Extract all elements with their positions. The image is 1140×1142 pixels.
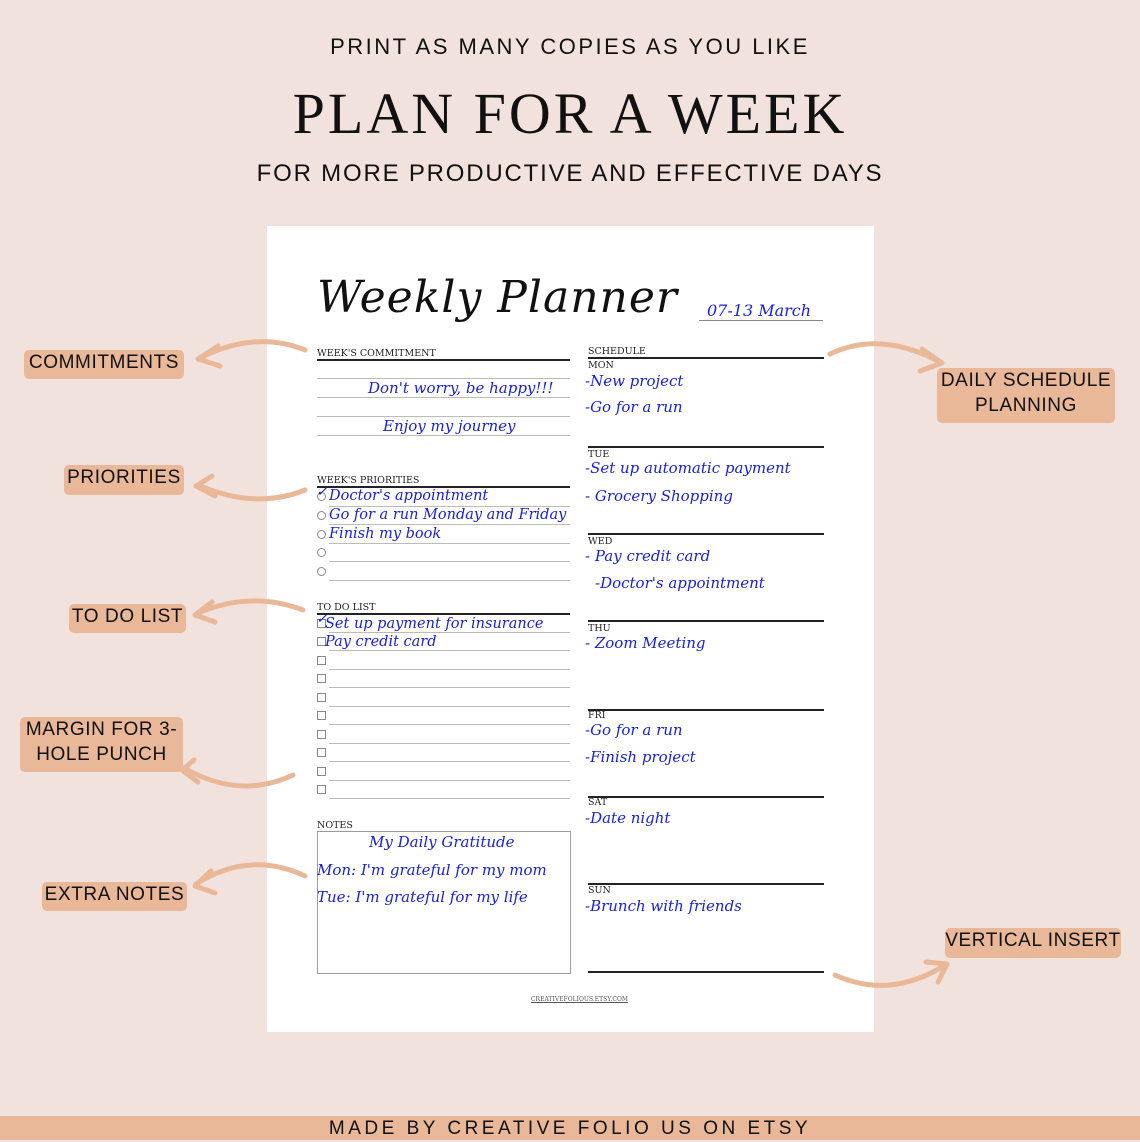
commitment-line-1: Don't worry, be happy!!! bbox=[368, 379, 554, 397]
mon-item-2: -Go for a run bbox=[585, 398, 683, 416]
callout-notes: EXTRA NOTES bbox=[42, 882, 187, 911]
day-label-fri: FRI bbox=[588, 710, 606, 721]
callout-priorities: PRIORITIES bbox=[64, 465, 184, 495]
day-label-thu: THU bbox=[588, 623, 611, 634]
callout-vertical: VERTICAL INSERT bbox=[945, 928, 1121, 958]
wed-item-1: - Pay credit card bbox=[585, 547, 711, 565]
day-label-tue: TUE bbox=[588, 449, 610, 460]
check-mark-icon: ✓ bbox=[316, 611, 328, 627]
day-label-sun: SUN bbox=[588, 885, 611, 896]
tue-item-2: - Grocery Shopping bbox=[585, 487, 733, 505]
planner-title: Weekly Planner bbox=[317, 272, 678, 323]
fri-item-2: -Finish project bbox=[585, 748, 696, 766]
fri-item-1: -Go for a run bbox=[585, 721, 683, 739]
commitment-line-2: Enjoy my journey bbox=[383, 417, 516, 435]
check-mark-icon: ✓ bbox=[316, 484, 328, 500]
callout-margin bbox=[20, 717, 183, 772]
subtitle: FOR MORE PRODUCTIVE AND EFFECTIVE DAYS bbox=[256, 160, 884, 187]
arrow-notes bbox=[196, 865, 305, 884]
website-footer[interactable]: CREATIVEFOLIOUS.ETSY.COM bbox=[530, 996, 629, 1003]
commitment-label: WEEK'S COMMITMENT bbox=[317, 348, 436, 359]
callout-margin-line-2: HOLE PUNCH bbox=[36, 744, 167, 765]
mon-item-1: -New project bbox=[585, 372, 684, 390]
arrow-margin bbox=[184, 768, 293, 786]
priority-item-2: Go for a run Monday and Friday bbox=[329, 507, 567, 523]
schedule-label: SCHEDULE bbox=[588, 346, 646, 357]
footer-bar: MADE BY CREATIVE FOLIO US ON ETSY bbox=[0, 1116, 1140, 1140]
todo-item-1: Set up payment for insurance bbox=[325, 616, 544, 632]
notes-line-1: My Daily Gratitude bbox=[369, 833, 515, 851]
notes-line-3: Tue: I'm grateful for my life bbox=[317, 888, 528, 906]
callout-todo: TO DO LIST bbox=[69, 604, 186, 633]
tue-item-1: -Set up automatic payment bbox=[585, 459, 791, 477]
wed-item-2: -Doctor's appointment bbox=[595, 574, 765, 592]
callout-commitments: COMMITMENTS bbox=[24, 350, 184, 379]
priority-item-3: Finish my book bbox=[329, 526, 442, 542]
sun-item-1: -Brunch with friends bbox=[585, 897, 742, 915]
day-label-wed: WED bbox=[588, 536, 613, 547]
priority-item-1: Doctor's appointment bbox=[329, 488, 489, 504]
notes-line-2: Mon: I'm grateful for my mom bbox=[317, 861, 547, 879]
callout-daily bbox=[937, 368, 1115, 423]
todo-label: TO DO LIST bbox=[317, 602, 376, 613]
notes-label: NOTES bbox=[317, 820, 353, 831]
thu-item-1: - Zoom Meeting bbox=[585, 634, 706, 652]
todo-item-2: Pay credit card bbox=[325, 634, 437, 650]
sat-item-1: -Date night bbox=[585, 809, 671, 827]
day-label-mon: MON bbox=[588, 360, 614, 371]
callout-margin-line-1: MARGIN FOR 3- bbox=[25, 719, 178, 740]
day-label-sat: SAT bbox=[588, 797, 608, 808]
planner-date: 07-13 March bbox=[707, 301, 812, 320]
main-title: PLAN FOR A WEEK bbox=[292, 81, 848, 146]
priorities-label: WEEK'S PRIORITIES bbox=[317, 475, 420, 486]
callout-daily-line-2: PLANNING bbox=[975, 395, 1077, 416]
arrow-vertical bbox=[835, 965, 945, 985]
top-line: PRINT AS MANY COPIES AS YOU LIKE bbox=[330, 34, 810, 59]
callout-daily-line-1: DAILY SCHEDULE bbox=[940, 370, 1112, 391]
